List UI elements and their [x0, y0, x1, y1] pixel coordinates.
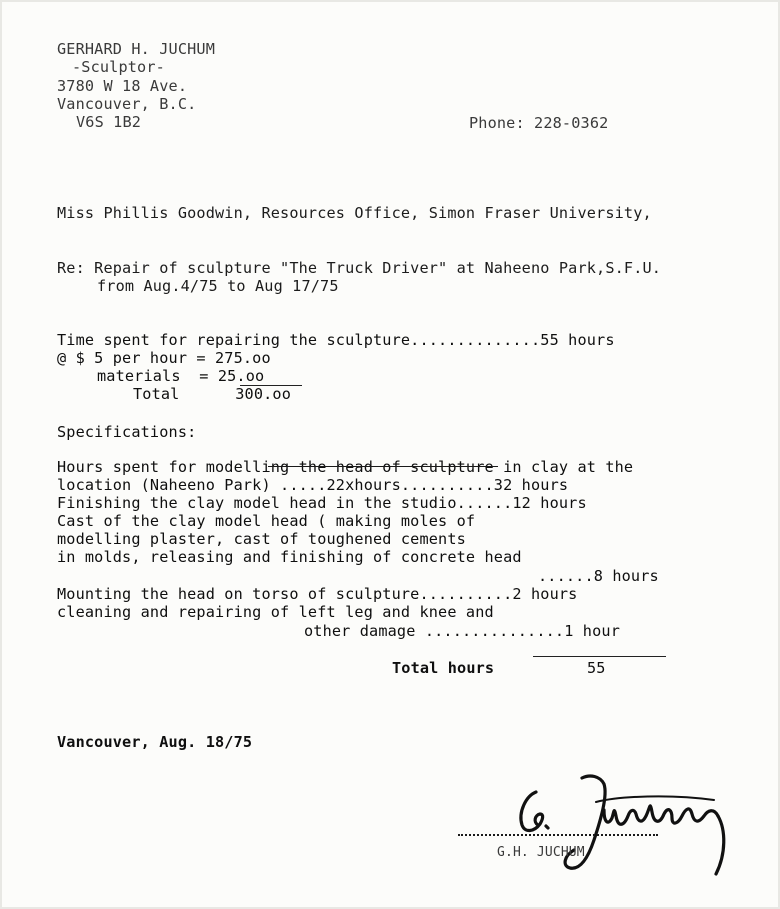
total-hours-value: 55 [587, 659, 606, 677]
subject-dates: from Aug.4/75 to Aug 17/75 [97, 277, 339, 295]
signature-dotted-line [458, 834, 658, 836]
sender-phone: Phone: 228-0362 [469, 114, 609, 132]
spec-line-2: location (Naheeno Park) .....22xhours..........32 hours [57, 476, 569, 494]
time-spent-line: Time spent for repairing the sculpture..............55 hours [57, 331, 615, 349]
sender-name: GERHARD H. JUCHUM [57, 40, 215, 58]
strike-through-mark [268, 466, 498, 467]
materials-line: materials = 25.oo [97, 367, 265, 385]
specifications-heading: Specifications: [57, 423, 197, 441]
spec-line-4: Cast of the clay model head ( making moles of [57, 512, 476, 530]
recipient-line: Miss Phillis Goodwin, Resources Office, Simon Fraser University, [57, 204, 652, 222]
subject-line: Re: Repair of sculpture "The Truck Driver" at Naheeno Park,S.F.U. [57, 259, 662, 277]
spec-line-3: Finishing the clay model head in the studio......12 hours [57, 494, 587, 512]
total-cost-line: Total 300.oo [133, 385, 291, 403]
total-hours-label: Total hours [392, 659, 495, 677]
total-hours-rule [533, 656, 666, 657]
sender-street: 3780 W 18 Ave. [57, 77, 188, 95]
sender-title: -Sculptor- [72, 58, 165, 76]
spec-line-7: ......8 hours [538, 567, 659, 585]
place-date: Vancouver, Aug. 18/75 [57, 733, 253, 751]
sender-postal: V6S 1B2 [76, 113, 142, 131]
spec-line-10: other damage ...............1 hour [304, 622, 620, 640]
spec-line-1: Hours spent for modelling the head of sculpture in clay at the [57, 458, 634, 476]
spec-line-8: Mounting the head on torso of sculpture..........2 hours [57, 585, 578, 603]
sender-city: Vancouver, B.C. [57, 95, 197, 113]
rate-line: @ $ 5 per hour = 275.oo [57, 349, 271, 367]
signature-name: G.H. JUCHUM [497, 845, 585, 860]
handwritten-signature [500, 770, 750, 880]
spec-line-6: in molds, releasing and finishing of concrete head [57, 548, 522, 566]
spec-line-5: modelling plaster, cast of toughened cements [57, 530, 466, 548]
spec-line-9: cleaning and repairing of left leg and knee and [57, 603, 494, 621]
